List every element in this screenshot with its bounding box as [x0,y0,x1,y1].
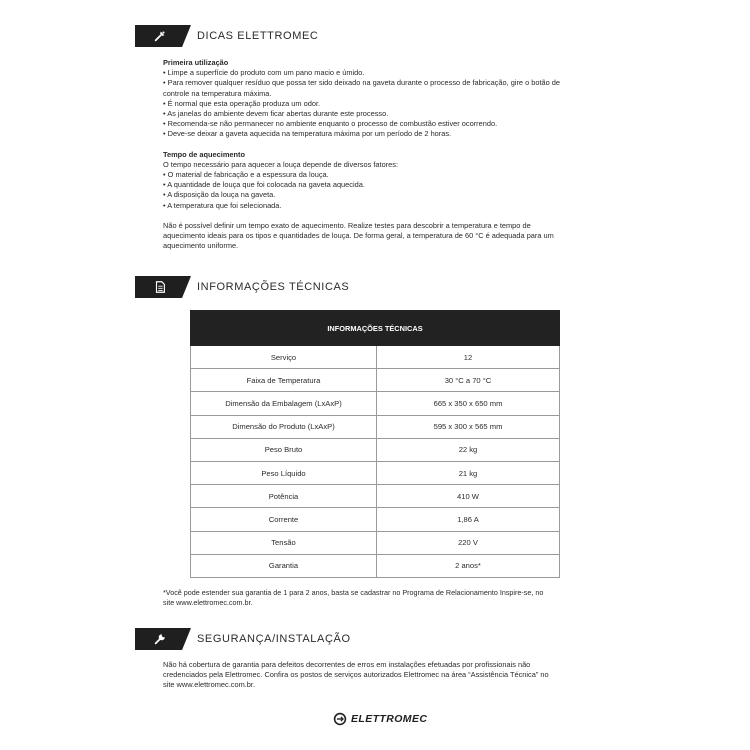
spec-value: 30 °C a 70 °C [377,369,560,392]
footnote-line: *Você pode estender sua garantia de 1 para 2 anos, basta se cadastrar no Programa de Relacionamento Inspire-se, no [163,588,544,597]
tips-body [163,58,593,251]
tool-icon [153,632,167,646]
spec-value: 220 V [377,531,560,554]
spec-label: Peso Líquido [191,461,377,484]
footnote-line: site www.elettromec.com.br. [163,598,253,607]
tips-section-title: DICAS ELETTROMEC [197,30,319,42]
warranty-footnote [163,588,593,608]
table-header-row [191,311,560,346]
table-header: INFORMAÇÕES TÉCNICAS [191,311,560,346]
first-use-line: • Limpe a superfície do produto com um pano macio e úmido. [163,68,365,78]
table-row [191,508,560,531]
first-use-heading: Primeira utilização [163,58,229,67]
spec-label: Dimensão da Embalagem (LxAxP) [191,392,377,415]
heating-time-line: • O material de fabricação e a espessura da louça. [163,170,329,180]
table-row [191,392,560,415]
heating-paragraph-line: aquecimento uniforme. [163,241,239,251]
tech-spec-table [190,310,560,578]
table-row [191,554,560,577]
safety-line: credenciados pela Elettromec. Confira os postos de serviços autorizados Elettromec na área “Assistência Técnica” no [163,670,549,680]
elettromec-logo-icon [333,712,347,726]
spec-label: Garantia [191,554,377,577]
document-icon [153,280,167,294]
heating-time-line: O tempo necessário para aquecer a louça depende de diversos fatores: [163,159,399,169]
brand-logo [333,712,427,726]
spec-label: Faixa de Temperatura [191,369,377,392]
heating-paragraph-line: aquecimento ideais para os tipos e quantidades de louça. De forma geral, a temperatura de 60 °C é adequada para um [163,231,554,241]
tech-section-title: INFORMAÇÕES TÉCNICAS [197,281,350,293]
table-row [191,485,560,508]
first-use-line: controle na temperatura máxima. [163,88,272,98]
spec-value: 410 W [377,485,560,508]
safety-icon-tab [135,628,191,650]
first-use-line: • É normal que esta operação produza um odor. [163,98,321,108]
spec-label: Tensão [191,531,377,554]
spec-label: Dimensão do Produto (LxAxP) [191,415,377,438]
spec-value: 665 x 350 x 650 mm [377,392,560,415]
tips-section-header [135,25,318,47]
safety-body [163,660,593,691]
heating-time-line: • A disposição da louça na gaveta. [163,190,276,200]
first-use-line: • As janelas do ambiente devem ficar abertas durante este processo. [163,109,389,119]
heating-time-heading: Tempo de aquecimento [163,149,245,159]
tech-icon-tab [135,276,191,298]
table-row [191,438,560,461]
brand-name: ELETTROMEC [351,713,428,725]
safety-section-title: SEGURANÇA/INSTALAÇÃO [197,633,351,645]
safety-section-header [135,628,351,650]
first-use-line: • Recomenda-se não permanecer no ambiente enquanto o processo de combustão estiver ocorrendo. [163,119,498,129]
spec-label: Potência [191,485,377,508]
heating-paragraph-line: Não é possível definir um tempo exato de aquecimento. Realize testes para descobrir a temperatura e tempo de [163,220,531,230]
spec-value: 22 kg [377,438,560,461]
heating-time-line: • A temperatura que foi selecionada. [163,200,282,210]
safety-line: site www.elettromec.com.br. [163,680,255,690]
table-row [191,531,560,554]
spec-value: 595 x 300 x 565 mm [377,415,560,438]
heating-time-line: • A quantidade de louça que foi colocada na gaveta aquecida. [163,180,365,190]
table-row [191,346,560,369]
first-use-line: • Para remover qualquer resíduo que possa ter sido deixado na gaveta durante o processo de fabricação, gire o botão de [163,78,561,88]
first-use-line: • Deve-se deixar a gaveta aquecida na temperatura máxima por um período de 2 horas. [163,129,452,139]
table-row [191,461,560,484]
spec-value: 12 [377,346,560,369]
spec-label: Corrente [191,508,377,531]
table-row [191,369,560,392]
table-row [191,415,560,438]
spec-value: 2 anos* [377,554,560,577]
spec-label: Serviço [191,346,377,369]
spec-value: 21 kg [377,461,560,484]
spec-label: Peso Bruto [191,438,377,461]
wrench-icon [153,29,167,43]
tips-icon-tab [135,25,191,47]
spec-value: 1,86 A [377,508,560,531]
tech-section-header [135,276,349,298]
safety-line: Não há cobertura de garantia para defeitos decorrentes de erros em instalações efetuadas por profissionais não [163,660,531,669]
